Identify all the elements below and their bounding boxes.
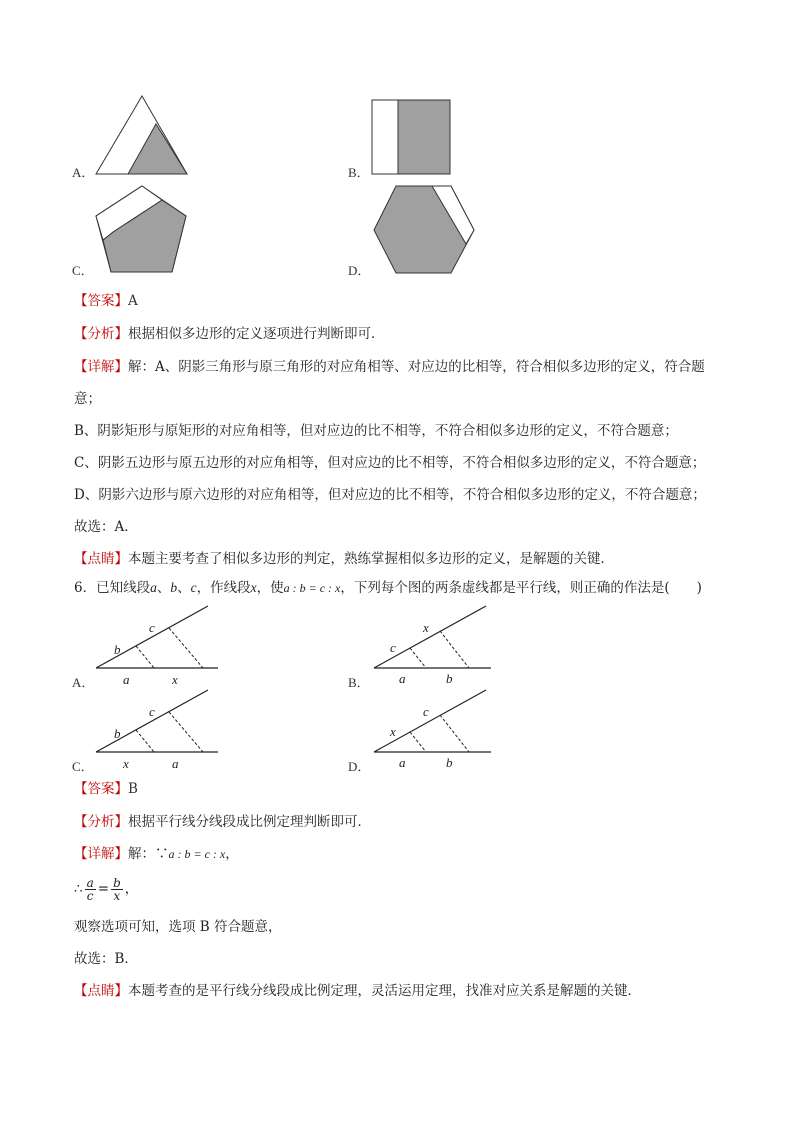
detail-tag: 【详解】 [74, 359, 128, 375]
lower-label-2: a [172, 756, 179, 771]
q5-detail-line1 [74, 357, 705, 377]
q6-figure-a [92, 604, 222, 690]
q6-option-b-label: B． [348, 675, 370, 690]
lower-label-2: b [446, 755, 453, 770]
answer-value: A [128, 293, 138, 309]
lower-label-1: a [399, 671, 406, 686]
lower-label-1: x [123, 756, 129, 771]
segment-a: a [150, 580, 157, 595]
fraction-numerator: a [86, 876, 94, 890]
rectangle-figure [371, 99, 453, 177]
upper-label-2: c [149, 704, 155, 719]
stem-post: ，下列每个图的两条虚线都是平行线，则正确的作法是( ) [340, 580, 702, 596]
comment-tag: 【点睛】 [74, 983, 128, 999]
upper-label-1: b [114, 642, 121, 657]
triangle-figure [94, 94, 190, 176]
q5-answer-line [74, 291, 138, 311]
fraction-denominator: c [86, 889, 94, 903]
segment-c: c [190, 580, 197, 595]
analysis-tag: 【分析】 [74, 814, 128, 830]
answer-tag: 【答案】 [74, 781, 128, 797]
q6-option-d-label: D． [348, 759, 371, 774]
comma: ， [225, 846, 239, 862]
equals-sign: = [97, 881, 110, 897]
lower-label-2: b [446, 671, 453, 686]
comment-tag: 【点睛】 [74, 551, 128, 567]
upper-label-1: c [390, 640, 396, 655]
lower-label-2: x [172, 672, 178, 687]
answer-tag: 【答案】 [74, 293, 128, 309]
answer-value: B [128, 781, 138, 797]
fraction-numerator: b [113, 876, 121, 890]
ratio-expression: a : b = c : x [283, 581, 341, 595]
q6-figure-d [370, 688, 494, 774]
stem-pre: 6．已知线段 [74, 580, 151, 596]
upper-label-1: x [390, 724, 396, 739]
option-d-label: D． [348, 263, 371, 278]
analysis-text: 根据平行线分线段成比例定理判断即可． [128, 814, 371, 830]
ratio-expression: a : b = c : x [168, 847, 226, 861]
q6-observe-line: 观察选项可知，选项 B 符合题意， [74, 919, 282, 935]
comma: ， [124, 881, 139, 897]
upper-label-2: x [423, 620, 429, 635]
q6-choose-line: 故选：B． [74, 951, 138, 967]
fraction-denominator: x [113, 889, 121, 903]
detail-tag: 【详解】 [74, 846, 128, 862]
q6-figure-c [92, 688, 222, 774]
comment-text: 本题考查的是平行线分线段成比例定理，灵活运用定理，找准对应关系是解题的关键． [128, 983, 641, 999]
analysis-text: 根据相似多边形的定义逐项进行判断即可． [128, 326, 385, 342]
option-a-label: A． [72, 165, 95, 180]
upper-label-1: b [114, 726, 121, 741]
fraction-a-over-c [85, 877, 96, 902]
q6-comment-line [74, 981, 641, 1001]
fraction-b-over-x [111, 877, 123, 902]
q6-detail-line [74, 844, 239, 864]
pentagon-figure [93, 184, 189, 276]
comment-text: 本题主要考查了相似多边形的判定，熟练掌握相似多边形的定义，是解题的关键． [128, 551, 614, 567]
upper-label-2: c [149, 620, 155, 635]
sep: 、 [177, 580, 191, 596]
q5-choose-line: 故选：A． [74, 519, 138, 535]
hexagon-figure [371, 184, 477, 276]
q5-analysis-line [74, 324, 385, 344]
q5-detail-line4: C、阴影五边形与原五边形的对应角相等，但对应边的比不相等，不符合相似多边形的定义，不符合题意； [74, 455, 706, 471]
segment-x: x [250, 580, 257, 595]
q6-stem [74, 578, 702, 598]
therefore-symbol: ∴ [74, 881, 83, 897]
option-b-label: B． [348, 165, 370, 180]
q6-answer-line [74, 779, 138, 799]
lower-label-1: a [123, 672, 130, 687]
q5-detail-line2: 意； [74, 391, 101, 407]
option-c-label: C． [72, 263, 94, 278]
because-symbol: 解：∵ [128, 846, 169, 862]
q6-option-c-label: C． [72, 759, 94, 774]
q5-detail-line3: B、阴影矩形与原矩形的对应角相等，但对应边的比不相等，不符合相似多边形的定义，不符合题意； [74, 423, 678, 439]
q5-detail-line5: D、阴影六边形与原六边形的对应角相等，但对应边的比不相等，不符合相似多边形的定义，不符合题意； [74, 487, 706, 503]
lower-label-1: a [399, 755, 406, 770]
q6-fraction-line [74, 872, 138, 906]
analysis-tag: 【分析】 [74, 326, 128, 342]
q6-option-a-label: A． [72, 675, 95, 690]
sep: 、 [156, 580, 171, 596]
stem-mid: ，作线段 [196, 580, 251, 596]
segment-b: b [170, 580, 178, 595]
q6-figure-b [370, 604, 494, 690]
q5-comment-line [74, 549, 614, 569]
upper-label-2: c [423, 704, 429, 719]
detail-text: 解：A、阴影三角形与原三角形的对应角相等、对应边的比相等，符合相似多边形的定义，符合题 [128, 359, 705, 375]
q6-analysis-line [74, 812, 371, 832]
stem-mid2: ，使 [256, 580, 284, 596]
